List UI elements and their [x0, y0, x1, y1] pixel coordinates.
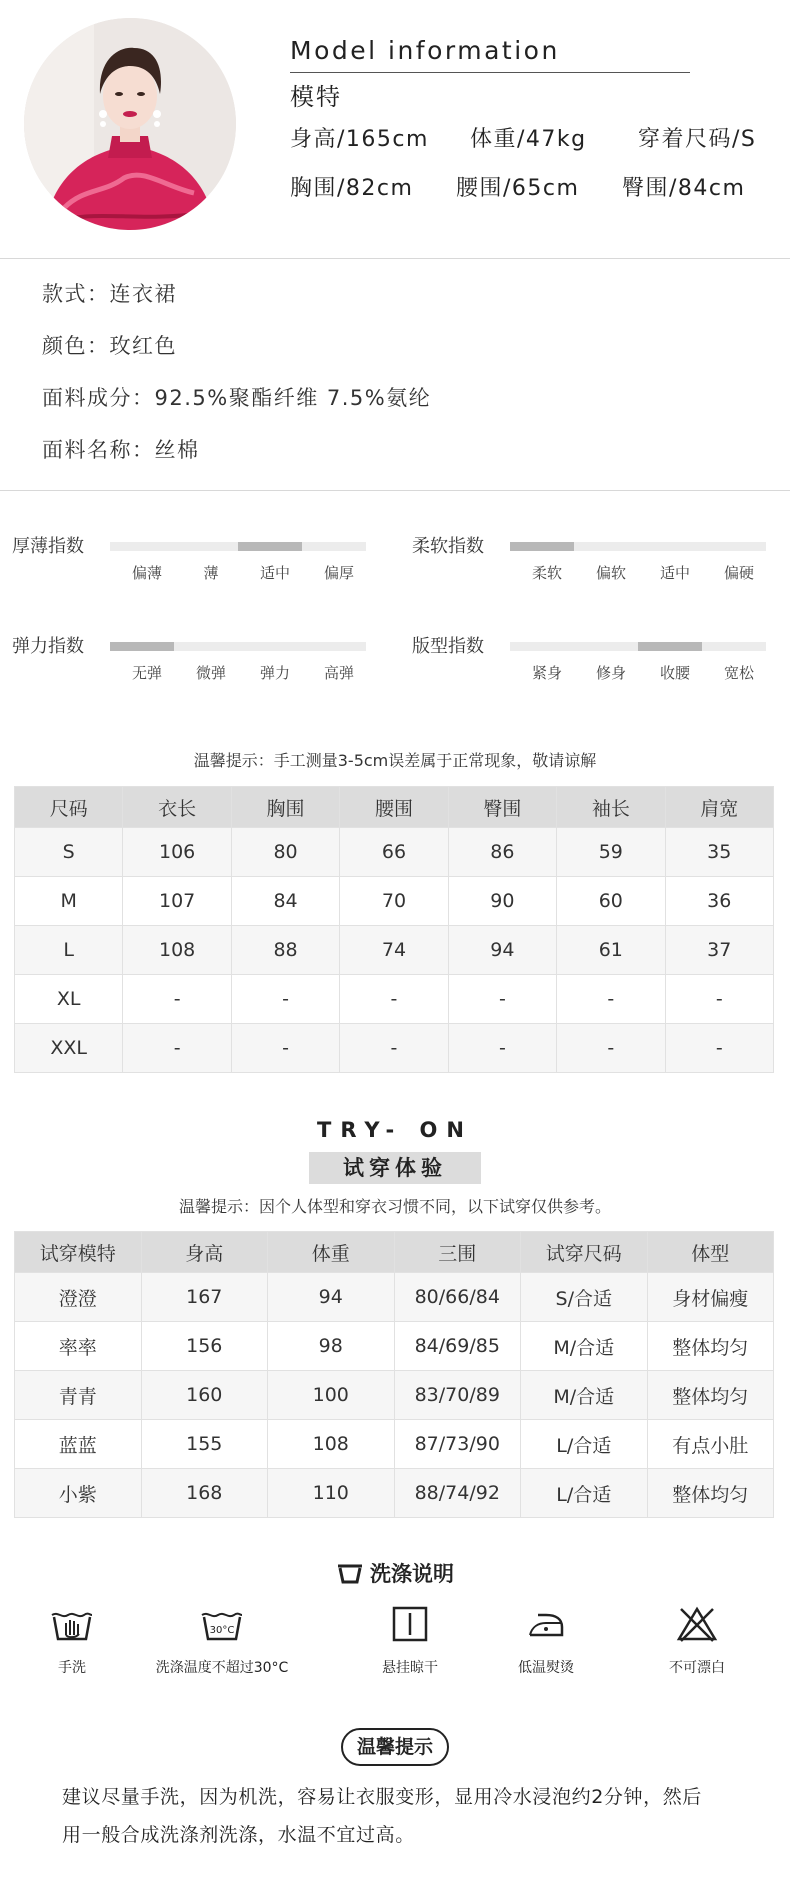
wash-item-label: 手洗 — [58, 1660, 86, 1676]
wash-item-low-iron — [471, 1605, 621, 1677]
table-cell: - — [557, 975, 665, 1024]
table-cell: - — [665, 975, 773, 1024]
table-cell: - — [665, 1024, 773, 1073]
table-cell: 108 — [268, 1420, 395, 1469]
index-option: 宽松 — [723, 664, 755, 682]
tips-line-1: 建议尽量手洗，因为机洗，容易让衣服变形，显用冷水浸泡约2分钟，然后 — [62, 1786, 702, 1808]
table-cell: 160 — [141, 1371, 268, 1420]
index-selected-marker — [638, 642, 702, 651]
model-info-title: Model information — [290, 36, 560, 65]
index-scale — [412, 532, 790, 592]
table-cell: 59 — [557, 828, 665, 877]
table-cell: - — [340, 1024, 448, 1073]
model-avatar — [24, 18, 236, 230]
table-cell: 94 — [268, 1273, 395, 1322]
table-cell: 88 — [231, 926, 339, 975]
index-option: 紧身 — [531, 664, 563, 682]
table-header-cell: 试穿尺码 — [521, 1232, 648, 1273]
table-cell: 168 — [141, 1469, 268, 1518]
index-option: 高弹 — [323, 664, 355, 682]
table-cell: 87/73/90 — [394, 1420, 521, 1469]
table-header-cell: 肩宽 — [665, 787, 773, 828]
product-style: 款式：连衣裙 — [42, 282, 177, 306]
table-cell: 70 — [340, 877, 448, 926]
wash-item-label: 不可漂白 — [669, 1660, 725, 1676]
table-cell: - — [557, 1024, 665, 1073]
table-header-cell: 三围 — [394, 1232, 521, 1273]
size-table-row — [15, 975, 774, 1024]
table-header-cell: 胸围 — [231, 787, 339, 828]
tryon-table-row — [15, 1273, 774, 1322]
tips-line-2: 用一般合成洗涤剂洗涤，水温不宜过高。 — [62, 1824, 415, 1846]
table-cell: 整体均匀 — [647, 1322, 774, 1371]
table-header-cell: 臀围 — [448, 787, 556, 828]
table-cell: 66 — [340, 828, 448, 877]
table-cell: 61 — [557, 926, 665, 975]
index-track — [510, 542, 766, 551]
table-cell: 86 — [448, 828, 556, 877]
size-table-row — [15, 926, 774, 975]
wash-item-hand-wash — [0, 1605, 147, 1677]
table-cell: - — [340, 975, 448, 1024]
hang-dry-icon — [391, 1605, 429, 1643]
table-cell: L — [15, 926, 123, 975]
table-cell: 身材偏瘦 — [647, 1273, 774, 1322]
table-cell: 106 — [123, 828, 231, 877]
index-scale — [12, 532, 392, 592]
table-cell: 84 — [231, 877, 339, 926]
size-table-header — [15, 787, 774, 828]
wash-instructions-heading — [0, 1558, 790, 1588]
wash-instructions-title: 洗涤说明 — [370, 1562, 454, 1586]
table-cell: M/合适 — [521, 1371, 648, 1420]
model-height: 身高/165cm — [290, 127, 429, 152]
product-fabric: 面料成分：92.5%聚酯纤维 7.5%氨纶 — [42, 386, 432, 410]
index-option: 偏软 — [595, 564, 627, 582]
low-iron-icon — [524, 1605, 568, 1643]
index-option: 偏薄 — [131, 564, 163, 582]
index-option: 收腰 — [659, 664, 691, 682]
tryon-table-row — [15, 1469, 774, 1518]
index-label: 柔软指数 — [412, 536, 484, 557]
table-cell: 37 — [665, 926, 773, 975]
model-photo-illustration — [24, 18, 236, 230]
tryon-note: 温馨提示：因个人体型和穿衣习惯不同，以下试穿仅供参考。 — [178, 1197, 611, 1216]
table-cell: 167 — [141, 1273, 268, 1322]
model-waist: 腰围/65cm — [456, 176, 580, 201]
table-cell: - — [231, 1024, 339, 1073]
table-cell: S — [15, 828, 123, 877]
index-label: 厚薄指数 — [12, 536, 84, 557]
tryon-table-row — [15, 1420, 774, 1469]
index-option: 偏厚 — [323, 564, 355, 582]
index-option: 偏硬 — [723, 564, 755, 582]
index-track — [510, 642, 766, 651]
table-cell: 156 — [141, 1322, 268, 1371]
index-selected-marker — [510, 542, 574, 551]
wash-item-no-bleach — [622, 1605, 772, 1677]
index-label: 弹力指数 — [12, 636, 84, 657]
tryon-table — [14, 1231, 774, 1518]
model-bust: 胸围/82cm — [290, 176, 414, 201]
index-option: 弹力 — [259, 664, 291, 682]
index-selected-marker — [238, 542, 302, 551]
table-cell: 蓝蓝 — [15, 1420, 142, 1469]
model-title-rule — [290, 72, 690, 73]
model-weight: 体重/47kg — [470, 127, 587, 152]
index-option: 薄 — [203, 564, 219, 582]
index-option: 适中 — [659, 564, 691, 582]
size-table-row — [15, 1024, 774, 1073]
table-cell: M/合适 — [521, 1322, 648, 1371]
table-cell: 青青 — [15, 1371, 142, 1420]
table-header-cell: 体型 — [647, 1232, 774, 1273]
table-cell: - — [231, 975, 339, 1024]
table-cell: 88/74/92 — [394, 1469, 521, 1518]
table-cell: 整体均匀 — [647, 1469, 774, 1518]
tryon-table-row — [15, 1371, 774, 1420]
table-header-cell: 体重 — [268, 1232, 395, 1273]
table-cell: S/合适 — [521, 1273, 648, 1322]
wash-item-label: 低温熨烫 — [518, 1660, 574, 1676]
index-option: 修身 — [595, 664, 627, 682]
table-cell: 80 — [231, 828, 339, 877]
table-cell: 澄澄 — [15, 1273, 142, 1322]
table-header-cell: 腰围 — [340, 787, 448, 828]
table-cell: - — [448, 975, 556, 1024]
table-cell: 90 — [448, 877, 556, 926]
index-track — [110, 642, 366, 651]
wash-basin-icon — [336, 1563, 364, 1585]
table-cell: - — [123, 1024, 231, 1073]
tryon-title: TRY- ON — [317, 1118, 473, 1142]
table-cell: 整体均匀 — [647, 1371, 774, 1420]
product-fabric-name: 面料名称：丝棉 — [42, 438, 200, 462]
size-table — [14, 786, 774, 1073]
table-header-cell: 身高 — [141, 1232, 268, 1273]
table-cell: 84/69/85 — [394, 1322, 521, 1371]
index-label: 版型指数 — [412, 636, 484, 657]
index-scale — [12, 632, 392, 692]
wash-30-icon — [200, 1605, 244, 1643]
table-header-cell: 衣长 — [123, 787, 231, 828]
section-divider — [0, 258, 790, 259]
model-size: 穿着尺码/S — [638, 127, 757, 152]
table-header-cell: 袖长 — [557, 787, 665, 828]
wash-temperature-text: 30°C — [209, 1625, 235, 1636]
no-bleach-icon — [675, 1605, 719, 1643]
table-cell: - — [123, 975, 231, 1024]
tryon-table-row — [15, 1322, 774, 1371]
wash-item-30-degree — [147, 1605, 297, 1677]
table-cell: 74 — [340, 926, 448, 975]
table-cell: 155 — [141, 1420, 268, 1469]
table-cell: 110 — [268, 1469, 395, 1518]
model-hip: 臀围/84cm — [622, 176, 746, 201]
tryon-badge: 试穿体验 — [309, 1152, 481, 1184]
table-header-cell: 试穿模特 — [15, 1232, 142, 1273]
size-table-note: 温馨提示：手工测量3-5cm误差属于正常现象，敬请谅解 — [193, 751, 597, 770]
model-subtitle: 模特 — [290, 83, 342, 111]
table-header-cell: 尺码 — [15, 787, 123, 828]
wash-item-label: 悬挂晾干 — [382, 1660, 438, 1676]
index-selected-marker — [110, 642, 174, 651]
table-cell: - — [448, 1024, 556, 1073]
table-cell: XXL — [15, 1024, 123, 1073]
table-cell: 107 — [123, 877, 231, 926]
table-cell: 35 — [665, 828, 773, 877]
hand-wash-icon — [50, 1605, 94, 1643]
index-option: 适中 — [259, 564, 291, 582]
table-cell: 36 — [665, 877, 773, 926]
section-divider — [0, 490, 790, 491]
index-scale — [412, 632, 790, 692]
size-table-row — [15, 828, 774, 877]
table-cell: 94 — [448, 926, 556, 975]
table-cell: XL — [15, 975, 123, 1024]
wash-item-hang-dry — [335, 1605, 485, 1677]
product-color: 颜色：玫红色 — [42, 334, 177, 358]
table-cell: M — [15, 877, 123, 926]
index-track — [110, 542, 366, 551]
table-cell: 83/70/89 — [394, 1371, 521, 1420]
table-cell: 100 — [268, 1371, 395, 1420]
index-option: 柔软 — [531, 564, 563, 582]
table-cell: 有点小肚 — [647, 1420, 774, 1469]
wash-item-label: 洗涤温度不超过30°C — [155, 1660, 289, 1676]
table-cell: 60 — [557, 877, 665, 926]
table-cell: L/合适 — [521, 1469, 648, 1518]
size-table-row — [15, 877, 774, 926]
tips-title: 温馨提示 — [341, 1728, 449, 1766]
table-cell: 80/66/84 — [394, 1273, 521, 1322]
table-cell: 率率 — [15, 1322, 142, 1371]
index-option: 微弹 — [195, 664, 227, 682]
table-cell: 108 — [123, 926, 231, 975]
tryon-table-header — [15, 1232, 774, 1273]
table-cell: 小紫 — [15, 1469, 142, 1518]
table-cell: L/合适 — [521, 1420, 648, 1469]
index-option: 无弹 — [131, 664, 163, 682]
table-cell: 98 — [268, 1322, 395, 1371]
model-info-section — [0, 0, 790, 258]
